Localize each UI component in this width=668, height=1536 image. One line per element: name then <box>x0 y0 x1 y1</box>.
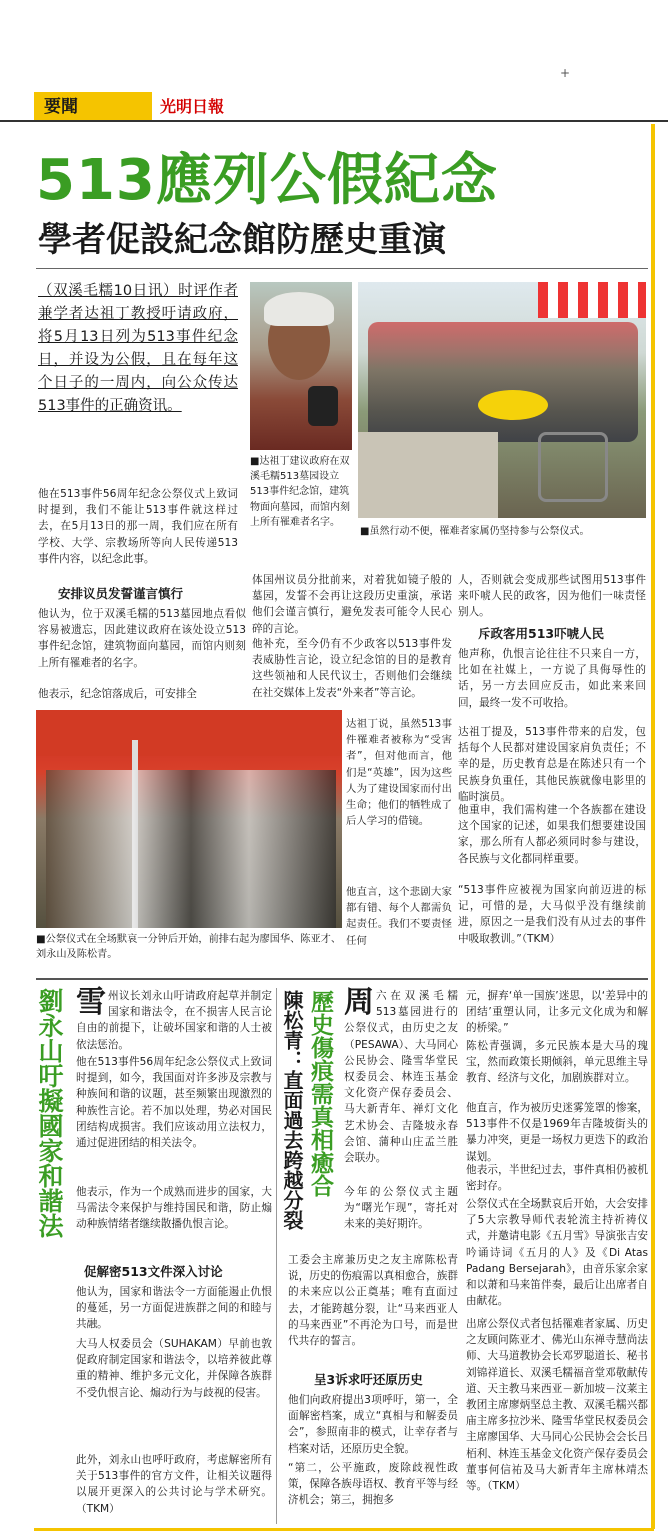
family-photo <box>358 282 646 518</box>
col3-para4: 他重申，我们需构建一个各族都在建设这个国家的记述，如果我们想要建设国家，那么所有人都必须同时参与建设，各民族与文化都同样重要。 <box>458 804 646 865</box>
story2-para2: 他在513事件56周年纪念公祭仪式上致词时提到，如今，我国面对许多涉及宗教与种族间和谐的议题，甚至频繁出现激烈的种族性言论。若不加以处理，势必对国民团结构成损害。我们应该动用立法权力，通过促进团结的相关法令。 <box>76 1056 272 1150</box>
right-accent-rule <box>651 124 655 1529</box>
story3-col2-para2: 陈松青强调，多元民族本是大马的瑰宝，然而政策长期倾斜，单元思维主导教育、经济与文化，加剧族群对立。 <box>466 1040 648 1085</box>
story2-para1 <box>76 985 272 1053</box>
lead-text: （双溪毛糯10日讯）时评作者兼学者达祖丁教授吁请政府，将5月13日列为513事件纪念日，并设为公假，且在每年这个日子的一周内，向公众传达513事件的正确资讯。 <box>38 283 238 414</box>
plus-mark: + <box>560 66 571 80</box>
portrait-hair <box>264 292 334 326</box>
subheadline: 學者促設紀念館防歷史重演 <box>38 220 446 260</box>
story2-para6: 此外，刘永山也呼吁政府，考虑解密所有关于513事件的官方文件，让相关议题得以展开更深入的公共讨论与学术研究。（TKM） <box>76 1454 272 1515</box>
col2-para2: 他补充，至今仍有不少政客以513事件发表威胁性言论，设立纪念馆的目的是教育这些领袖和人民代议士，否则他们会继续在社交媒体上发表“外来者”等言论。 <box>252 638 452 699</box>
col2-para4: 他直言，这个悲剧大家都有错、每个人都需负起责任。我们不要责怪任何 <box>346 886 452 947</box>
story3-vertical-subtitle: 陳松青：直面過去跨越分裂 <box>280 990 304 1230</box>
story3-dropcap: 周 <box>344 985 374 1020</box>
tent-canopy <box>538 282 646 318</box>
photo2-caption: ■虽然行动不便，罹难者家属仍坚持参与公祭仪式。 <box>360 526 590 537</box>
story3-col2-para3: 他直言，作为被历史迷雾笼罩的惨案，513事件不仅是1969年吉隆坡街头的暴力冲突，更是一场权力更迭下的政治谋划。 <box>466 1102 648 1163</box>
col3-para3: 达祖丁提及，513事件带来的启发，包括每个人民都对建设国家肩负责任；不幸的是，历史教育总是在陈述只有一个民族身负重任，其他民族就像电影里的临时演员。 <box>458 726 646 803</box>
microphone-icon <box>308 386 338 426</box>
story3-subhead: 呈3诉求吁还原历史 <box>314 1372 423 1387</box>
paper-logo: 光明日報 <box>160 97 225 116</box>
tent-frame <box>36 710 342 756</box>
story3-para4: 他们向政府提出3项呼吁，第一，全面解密档案，成立“真相与和解委员会”，参照南非的模式，让幸存者与档案对话，还原历史全貌。 <box>288 1394 458 1455</box>
photo1-caption: ■达祖丁建议政府在双溪毛糯513墓园设立513事件纪念馆，建筑物面向墓园，而馆内刻上所有罹难者名字。 <box>250 456 350 528</box>
story3-para2: 今年的公祭仪式主题为“曙光乍现”，寄托对未来的美好期许。 <box>344 1186 458 1231</box>
story-vertical-divider <box>276 988 277 1524</box>
col1-para3: 他表示，纪念馆落成后，可安排全 <box>38 688 197 700</box>
ceremony-photo <box>36 710 342 928</box>
story3-para3: 工委会主席兼历史之友主席陈松青说，历史的伤痕需以真相愈合，族群的未来应以公正奠基；唯有直面过去，才能跨越分裂，让“马来西亚人的马来西亚”不再沦为口号，而是世代共存的誓言。 <box>288 1254 458 1348</box>
col3-para1: 人，否则就会变成那些试图用513事件来吓唬人民的政客，因为他们一味责怪别人。 <box>458 574 646 619</box>
story3-para5: “第二，公平施政，废除歧视性政策，保障各族母语权、教育平等与经济机会；第三，拥抱多 <box>288 1462 458 1507</box>
wheelchair <box>538 432 608 502</box>
story3-vertical-title: 歷史傷痕需真相癒合 <box>307 990 333 1197</box>
story3-col2-para4: 他表示，半世纪过去，事件真相仍被机密封存。 <box>466 1164 648 1193</box>
story-divider <box>36 978 648 980</box>
flowers <box>478 390 548 420</box>
story2-vertical-title: 劉永山吁擬國家和諧法 <box>35 988 64 1238</box>
col2-para3: 达祖丁说，虽然513事件罹难者被称为“受害者”，但对他而言，他们是“英雄”，因为这些人为了建设国家而付出生命；他们的牺牲成了后人学习的借镜。 <box>346 718 452 828</box>
photo3-caption: ■公祭仪式在全场默哀一分钟后开始，前排右起为廖国华、陈亚才、刘永山及陈松青。 <box>36 934 342 960</box>
bottom-accent-rule <box>34 1528 654 1531</box>
story2-dropcap: 雪 <box>76 985 106 1020</box>
lead-paragraph <box>38 280 238 418</box>
story2-para1-text: 州议长刘永山吁请政府起草并制定国家和谐法令，在不损害人民言论自由的前提下，让破坏国家和谐的人士被依法惩治。 <box>76 990 272 1051</box>
section-tag: 要聞 <box>34 92 152 122</box>
story2-para4: 他认为，国家和谐法令一方面能遏止仇恨的蔓延，另一方面促进族群之间的和睦与共融。 <box>76 1286 272 1331</box>
header-rule <box>0 120 668 122</box>
story3-col2-para1: 元，摒弃‘单一国族’迷思，以‘差异中的团结’重塑认同，让多元文化成为和解的桥梁。” <box>466 990 648 1035</box>
col3-subhead: 斥政客用513吓唬人民 <box>478 626 605 641</box>
story3-col2-para5: 公祭仪式在全场默哀后开始，大会安排了5大宗教导师代表轮流主持祈祷仪式，并邀请电影《五月雪》导演张吉安吟诵诗词《五月的人》及《Di Atas Padang Bersejarah》，由音乐家余家和以萧和马来笛伴奏，最后让出席者自由献花。 <box>466 1198 648 1308</box>
col1-subhead: 安排议员发誓谨言慎行 <box>58 586 184 601</box>
story2-para3: 他表示，作为一个成熟而进步的国家，大马需法令来保护与维持国民和谐，防止煽动种族情绪者继续散播仇恨言论。 <box>76 1186 272 1231</box>
story2-subhead: 促解密513文件深入讨论 <box>84 1264 223 1279</box>
story3-para1-text: 六在双溪毛糯513墓园进行的公祭仪式，由历史之友（PESAWA）、大马同心公民协会、隆雪华堂民权委员会、林连玉基金文化资产保存委员会、马大新青年、禅灯文化艺术协会、吉隆坡永春会馆、蒲种山庄孟兰胜会联办。 <box>344 990 458 1165</box>
col2-para1: 体国州议员分批前来，对着犹如镜子般的墓园，发誓不会再让这段历史重演，承诺他们会谨言慎行，避免发表可能令人民心碎的言论。 <box>252 574 452 635</box>
story3-col2-para6: 出席公祭仪式者包括罹难者家属、历史之友顾问陈亚才、佛光山东禅寺慧尚法师、大马道教协会长邓罗聪道长、秘书刘锦祥道长、双溪毛糯福音堂邓敬献传道、天主教马来西亚－新加坡－汶莱主教团主席廖炳坚总主教、双溪毛糯兴都庙主席多拉沙米、隆雪华堂民权委员会主席廖国华、大马同心公民协会会长吕栢利、林连玉基金文化资产保存委员会董事何信祐及马大新青年主席林靖杰等。（TKM） <box>466 1318 648 1493</box>
col3-para5: “513事件应被视为国家向前迈进的标记，可惜的是，大马似乎没有继续前进，原因之一是我们没有从过去的事件中吸取教训。”（TKM） <box>458 884 646 945</box>
col3-para2: 他声称，仇恨言论往往不只来自一方，比如在社媒上，一方说了具侮辱性的话，另一方去回应反击，如此来来回回，最终一发不可收拾。 <box>458 648 646 709</box>
headline: 513應列公假紀念 <box>36 148 498 213</box>
col1-para1: 他在513事件56周年纪念公祭仪式上致词时提到，我们不能让513事件就这样过去，在5月13日的那一周，我们应在所有学校、大学、宗教场所等向人民传递513事件内容，以纪念此事。 <box>38 488 238 565</box>
title-rule <box>36 268 648 269</box>
story2-para5: 大马人权委员会（SUHAKAM）早前也敦促政府制定国家和谐法令，以培养彼此尊重的精神、维护多元文化，并保障各族群不受仇恨言论、煽动行为与歧视的侵害。 <box>76 1338 272 1399</box>
portrait-photo <box>250 282 352 450</box>
crowd <box>368 322 638 442</box>
attendees <box>46 770 336 928</box>
story3-para1 <box>344 985 458 1166</box>
col1-para2: 他认为，位于双溪毛糯的513墓园地点看似容易被遗忘，因此建议政府在该处设立513事件纪念馆，建筑物面向墓园，而馆内则刻上所有罹难者的名字。 <box>38 608 246 669</box>
tombstone <box>358 432 498 518</box>
